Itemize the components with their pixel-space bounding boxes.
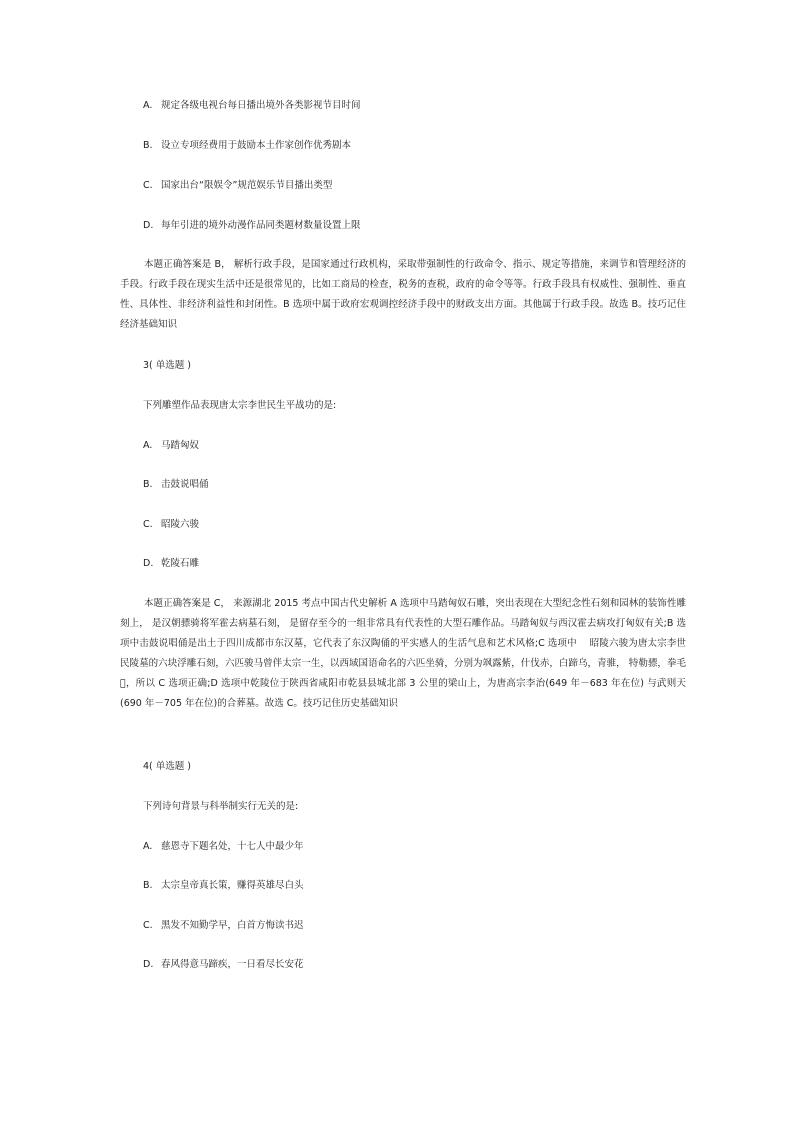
q4-stem: 下列诗句背景与科举制实行无关的是: <box>143 801 299 812</box>
option-letter: B. <box>143 140 153 151</box>
q3-answer-explanation: 本题正确答案是 C， 来源湖北 2015 考点中国古代史解析 A 选项中马踏匈奴石雕，突出表现在大型纪念性石刻和园林的装饰性雕刻上， 是汉朝骠骑将军霍去病墓石刻， 是留存至今的一组非常具有代表性的大型石雕作品。马踏匈奴与西汉霍去病攻打匈奴有关;B 选项中击鼓说唱俑是出土于四川成都市东汉墓，它代表了东汉陶俑的平实感人的生活气息和艺术风格;C 选项中 昭陵六骏为唐太宗李世民陵墓的六块浮雕石刻，六匹骏马曾伴太宗一生，以西域国语命名的六匹坐骑，分别为飒露紫，什伐赤，白蹄乌，青骓， 特勒骠，拳毛𫘮，所以 C 选项正确;D 选项中乾陵位于陕西省咸阳市乾县县城北部 3 公里的梁山上，为唐高宗李治(649 年－683 年在位) 与武则天(690 年－705 年在位)的合葬墓。故选 C。技巧记住历史基础知识 <box>120 598 686 709</box>
option-text: 击鼓说唱俑 <box>161 479 209 490</box>
option-text: 每年引进的境外动漫作品同类题材数量设置上限 <box>161 220 361 231</box>
q2-option-d <box>143 220 361 232</box>
q4-header: 4( 单选题 ) <box>143 761 191 772</box>
option-letter: A. <box>143 100 153 111</box>
q4-option-b <box>143 880 304 892</box>
option-text: 马踏匈奴 <box>161 440 200 451</box>
option-letter: C. <box>143 180 153 191</box>
q4-option-a <box>143 841 304 853</box>
option-text: 春风得意马蹄疾，一日看尽长安花 <box>161 959 304 970</box>
option-text: 昭陵六骏 <box>161 519 200 530</box>
option-letter: A. <box>143 440 153 451</box>
q3-option-b <box>143 479 209 491</box>
q3-option-c <box>143 519 199 531</box>
option-letter: A. <box>143 841 153 852</box>
option-letter: D. <box>143 959 154 970</box>
option-text: 乾陵石雕 <box>161 558 200 569</box>
q4-option-c <box>143 920 304 932</box>
q3-header: 3( 单选题 ) <box>143 360 191 371</box>
q3-stem: 下列雕塑作品表现唐太宗李世民生平战功的是: <box>143 400 337 411</box>
q2-option-b <box>143 140 351 152</box>
option-letter: C. <box>143 519 153 530</box>
q3-option-d <box>143 558 199 570</box>
q3-option-a <box>143 440 199 452</box>
option-text: 黑发不知勤学早，白首方悔读书迟 <box>161 920 304 931</box>
option-letter: D. <box>143 558 154 569</box>
q4-option-d <box>143 959 304 971</box>
option-text: 设立专项经费用于鼓励本土作家创作优秀剧本 <box>161 140 352 151</box>
q2-option-c <box>143 180 332 192</box>
option-text: 规定各级电视台每日播出境外各类影视节目时间 <box>161 100 361 111</box>
q2-option-a <box>143 100 361 112</box>
option-letter: C. <box>143 920 153 931</box>
option-text: 太宗皇帝真长策，赚得英雄尽白头 <box>161 880 304 891</box>
option-letter: D. <box>143 220 154 231</box>
option-text: 慈恩寺下题名处，十七人中最少年 <box>161 841 304 852</box>
option-letter: B. <box>143 880 153 891</box>
option-letter: B. <box>143 479 153 490</box>
q2-answer-explanation: 本题正确答案是 B， 解析行政手段，是国家通过行政机构，采取带强制性的行政命令、指示、规定等措施，来调节和管理经济的手段。行政手段在现实生活中还是很常见的，比如工商局的检查，税务的查税，政府的命令等等。行政手段具有权威性、强制性、垂直性、具体性、非经济利益性和封闭性。B 选项中属于政府宏观调控经济手段中的财政支出方面。其他属于行政手段。故选 B。技巧记住经济基础知识 <box>120 259 686 330</box>
option-text: 国家出台“限娱令”规范娱乐节目播出类型 <box>161 180 333 191</box>
